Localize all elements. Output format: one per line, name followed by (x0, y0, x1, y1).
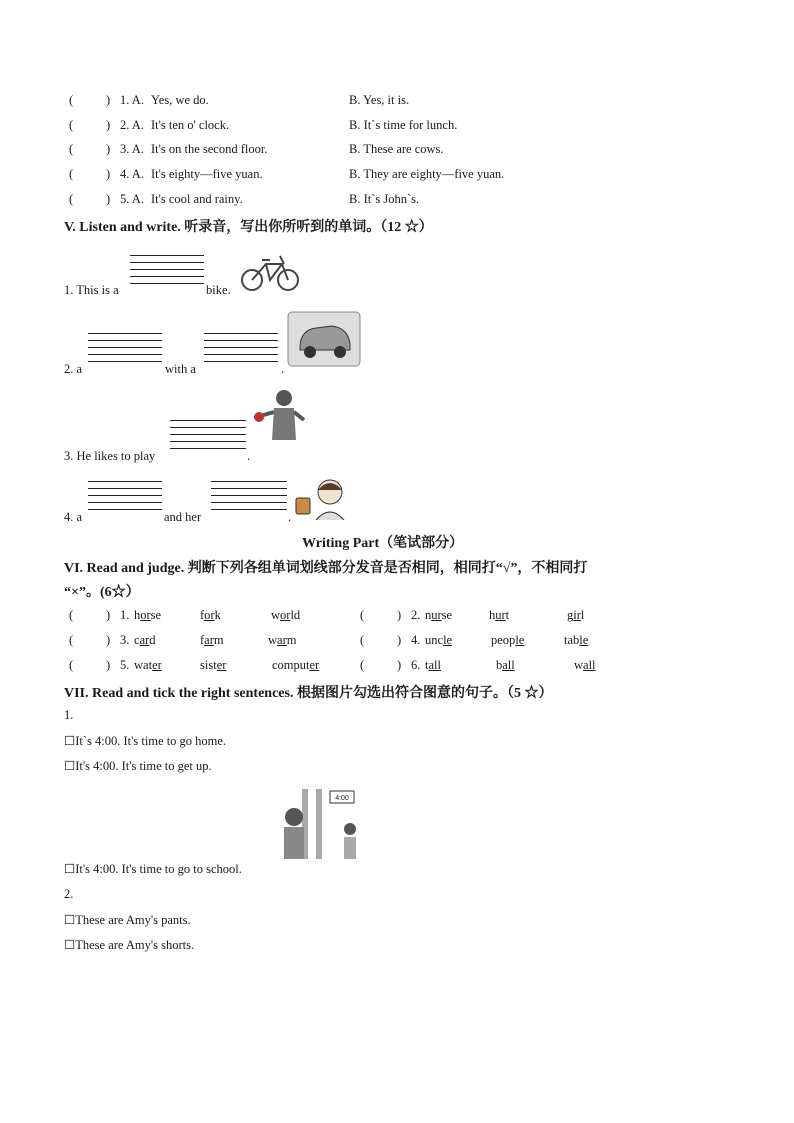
vii-q1-number: 1. (64, 708, 74, 722)
question-number: 4. A. (120, 167, 144, 181)
question-number: 2. A. (120, 118, 144, 132)
q4-answer-lines-2[interactable] (211, 481, 287, 516)
answer-paren-open[interactable]: ( (69, 608, 74, 622)
q1-post: bike. (206, 283, 231, 297)
judge-word: girl (567, 608, 585, 622)
answer-paren-open[interactable]: ( (69, 167, 74, 181)
vii-q2-number: 2. (64, 887, 74, 901)
q3-answer-lines[interactable] (170, 420, 246, 455)
option-b: B. These are cows. (349, 142, 444, 156)
underlined-sound: ar (204, 633, 214, 647)
section-vii-heading: VII. Read and tick the right sentences. 根据图片勾选出符合图意的句子。（5 ☆） (64, 686, 553, 701)
judge-word: table (564, 633, 589, 647)
q4-mid: and her (164, 510, 202, 524)
question-number: 5. A. (120, 192, 144, 206)
underlined-sound: all (428, 658, 441, 672)
vii-q2-option-1[interactable]: ☐These are Amy's pants. (64, 913, 191, 927)
checkbox-icon[interactable]: ☐ (64, 862, 76, 876)
answer-paren-close: ) (106, 608, 111, 622)
checkbox-icon[interactable]: ☐ (64, 734, 76, 748)
checkbox-icon[interactable]: ☐ (64, 759, 76, 773)
q2-answer-lines-2[interactable] (204, 333, 278, 368)
question-number: 2. (411, 608, 421, 622)
option-b: B. They are eighty—five yuan. (349, 167, 505, 181)
section-vi-heading-cont: “×”。(6☆） (64, 585, 140, 600)
vii-q1-option-2[interactable]: ☐It's 4:00. It's time to get up. (64, 759, 212, 773)
judge-word: tall (425, 658, 441, 672)
q4-post: . (288, 510, 292, 524)
judge-word: fork (200, 608, 221, 622)
underlined-sound: ur (495, 608, 506, 622)
underlined-sound: or (280, 608, 291, 622)
underlined-sound: ar (277, 633, 287, 647)
section-v-heading: V. Listen and write. 听录音，写出你所听到的单词。（12 ☆） (64, 220, 433, 235)
answer-paren-close: ) (106, 633, 111, 647)
girl-with-cup-image (292, 476, 350, 520)
answer-paren-open[interactable]: ( (360, 633, 365, 647)
answer-paren-close: ) (106, 167, 111, 181)
option-b: B. It`s time for lunch. (349, 118, 458, 132)
school-gate-children-image (278, 787, 364, 863)
question-number: 3. A. (120, 142, 144, 156)
underlined-sound: le (443, 633, 453, 647)
judge-word: horse (134, 608, 162, 622)
q2-mid: with a (165, 362, 196, 376)
judge-word: card (134, 633, 156, 647)
vii-q1-option-3[interactable]: ☐It's 4:00. It's time to go to school. (64, 862, 242, 876)
underlined-sound: ar (139, 633, 150, 647)
underlined-sound: ur (431, 608, 442, 622)
judge-word: people (491, 633, 525, 647)
answer-paren-close: ) (106, 142, 111, 156)
question-number: 3. (120, 633, 130, 647)
option-a: It's ten o' clock. (151, 118, 230, 132)
underlined-sound: all (583, 658, 596, 672)
answer-paren-close: ) (106, 192, 111, 206)
underlined-sound: er (152, 658, 162, 672)
underlined-sound: er (216, 658, 227, 672)
answer-paren-close: ) (397, 658, 402, 672)
judge-word: sister (200, 658, 227, 672)
q3-pre: 3. He likes to play (64, 449, 156, 463)
judge-word: world (271, 608, 301, 622)
option-a: Yes, we do. (151, 93, 209, 107)
answer-paren-open[interactable]: ( (69, 192, 74, 206)
judge-word: computer (272, 658, 320, 672)
underlined-sound: or (204, 608, 215, 622)
judge-word: water (134, 658, 162, 672)
answer-paren-open[interactable]: ( (69, 118, 74, 132)
option-b: B. Yes, it is. (349, 93, 410, 107)
q2-answer-lines-1[interactable] (88, 333, 162, 368)
answer-paren-open[interactable]: ( (360, 658, 365, 672)
judge-word: hurt (489, 608, 510, 622)
question-number: 5. (120, 658, 130, 672)
answer-paren-open[interactable]: ( (69, 633, 74, 647)
answer-paren-close: ) (106, 658, 111, 672)
q1-answer-lines[interactable] (130, 255, 204, 290)
option-a: It's eighty—five yuan. (151, 167, 263, 181)
bicycle-image (240, 246, 300, 294)
q4-answer-lines-1[interactable] (88, 481, 162, 516)
q2-pre: 2. a (64, 362, 83, 376)
question-number: 1. (120, 608, 130, 622)
option-a: It's on the second floor. (151, 142, 268, 156)
checkbox-icon[interactable]: ☐ (64, 938, 76, 952)
underlined-sound: or (140, 608, 151, 622)
answer-paren-open[interactable]: ( (69, 142, 74, 156)
answer-paren-close: ) (397, 633, 402, 647)
q1-pre: 1. This is a (64, 283, 119, 297)
underlined-sound: all (502, 658, 515, 672)
judge-word: warm (268, 633, 297, 647)
answer-paren-close: ) (106, 118, 111, 132)
vii-q2-option-2[interactable]: ☐These are Amy's shorts. (64, 938, 195, 952)
underlined-sound: le (515, 633, 525, 647)
section-vi-heading: VI. Read and judge. 判断下列各组单词划线部分发音是否相同，相同打“√”，不相同打 (64, 561, 588, 576)
answer-paren-open[interactable]: ( (69, 658, 74, 672)
question-number: 4. (411, 633, 421, 647)
answer-paren-open[interactable]: ( (360, 608, 365, 622)
judge-word: wall (574, 658, 596, 672)
judge-word: uncle (425, 633, 453, 647)
judge-word: ball (496, 658, 515, 672)
vii-q1-option-1[interactable]: ☐It`s 4:00. It's time to go home. (64, 734, 227, 748)
checkbox-icon[interactable]: ☐ (64, 913, 76, 927)
judge-word: farm (200, 633, 224, 647)
underlined-sound: ir (573, 608, 581, 622)
underlined-sound: er (309, 658, 320, 672)
option-b: B. It`s John`s. (349, 192, 420, 206)
question-number: 6. (411, 658, 421, 672)
clock-sign-text: 4:00 (335, 795, 349, 802)
writing-part-heading: Writing Part（笔试部分） (302, 536, 464, 551)
answer-paren-close: ) (397, 608, 402, 622)
q4-pre: 4. a (64, 510, 83, 524)
question-number: 1. A. (120, 93, 144, 107)
answer-paren-close: ) (106, 93, 111, 107)
judge-word: nurse (425, 608, 453, 622)
q3-post: . (247, 449, 251, 463)
toy-car-image (286, 310, 362, 368)
option-a: It's cool and rainy. (151, 192, 243, 206)
ping-pong-player-image (252, 386, 314, 448)
underlined-sound: le (579, 633, 589, 647)
answer-paren-open[interactable]: ( (69, 93, 74, 107)
q2-post: . (281, 362, 285, 376)
